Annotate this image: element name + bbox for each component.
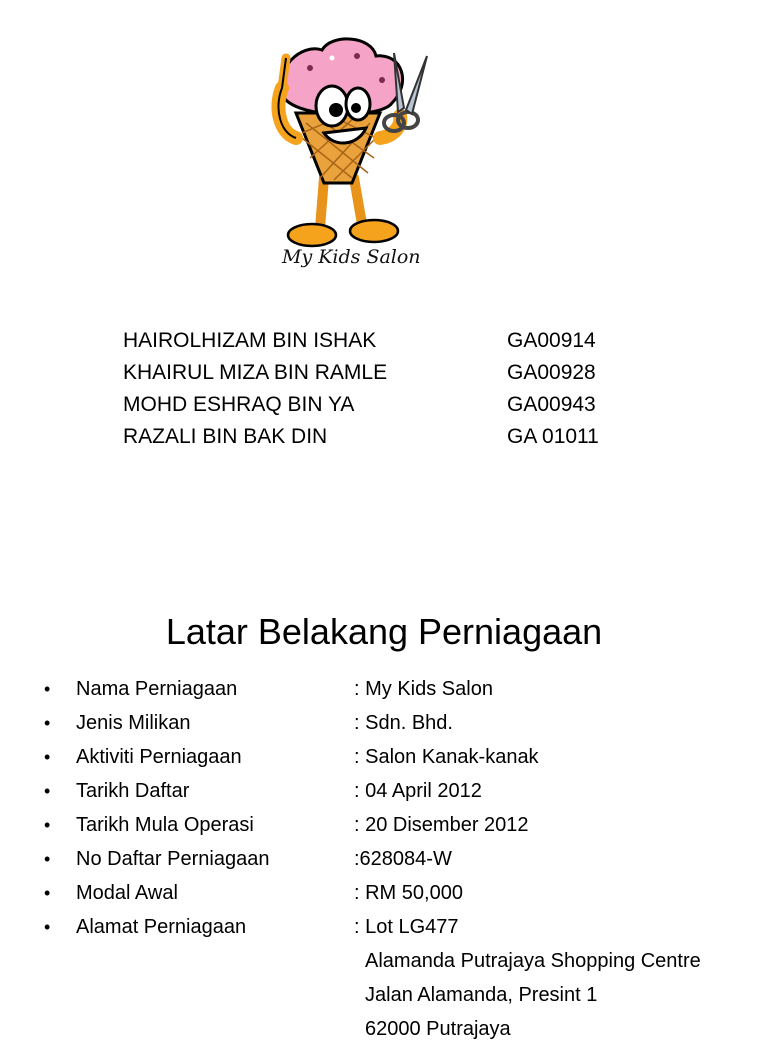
member-name: RAZALI BIN BAK DIN — [123, 425, 328, 448]
info-value: : My Kids Salon — [354, 678, 493, 700]
info-value: : 04 April 2012 — [354, 780, 482, 802]
info-label: Modal Awal — [76, 882, 178, 904]
info-label: Tarikh Mula Operasi — [76, 814, 254, 836]
bullet-icon: • — [44, 713, 51, 733]
address-line: Alamanda Putrajaya Shopping Centre — [365, 950, 701, 972]
member-id: GA 01011 — [507, 425, 599, 448]
info-value: : Salon Kanak-kanak — [354, 746, 539, 768]
member-row — [123, 421, 663, 453]
member-name: MOHD ESHRAQ BIN YA — [123, 393, 355, 416]
bullet-icon: • — [44, 883, 51, 903]
list-item — [44, 740, 744, 774]
info-value: :628084-W — [354, 848, 452, 870]
member-row — [123, 357, 663, 389]
bullet-icon: • — [44, 747, 51, 767]
business-background-slide — [0, 560, 768, 1040]
member-list — [123, 325, 663, 453]
list-item — [44, 910, 744, 944]
list-item — [44, 808, 744, 842]
list-item — [44, 774, 744, 808]
bullet-icon: • — [44, 917, 51, 937]
info-value: : Lot LG477 — [354, 916, 459, 938]
logo-caption: My Kids Salon — [282, 246, 421, 268]
bullet-icon: • — [44, 849, 51, 869]
info-label: Nama Perniagaan — [76, 678, 238, 700]
info-label: Aktiviti Perniagaan — [76, 746, 242, 768]
member-row — [123, 325, 663, 357]
info-label: Alamat Perniagaan — [76, 916, 247, 938]
info-value: : RM 50,000 — [354, 882, 463, 904]
list-item — [44, 706, 744, 740]
bullet-icon: • — [44, 679, 51, 699]
bullet-icon: • — [44, 815, 51, 835]
salon-logo — [262, 28, 442, 278]
info-label: No Daftar Perniagaan — [76, 848, 270, 870]
info-value: : Sdn. Bhd. — [354, 712, 453, 734]
info-label: Jenis Milikan — [76, 712, 191, 734]
member-row — [123, 389, 663, 421]
bullet-icon: • — [44, 781, 51, 801]
member-id: GA00928 — [507, 361, 596, 384]
member-name: HAIROLHIZAM BIN ISHAK — [123, 329, 377, 352]
member-id: GA00943 — [507, 393, 596, 416]
address-line: 62000 Putrajaya — [365, 1018, 511, 1040]
info-label: Tarikh Daftar — [76, 780, 190, 802]
business-info-list — [44, 672, 744, 1046]
member-name: KHAIRUL MIZA BIN RAMLE — [123, 361, 388, 384]
list-item — [44, 842, 744, 876]
slide-title: Latar Belakang Perniagaan — [165, 611, 603, 652]
list-item — [44, 876, 744, 910]
address-line: Jalan Alamanda, Presint 1 — [365, 984, 598, 1006]
info-value: : 20 Disember 2012 — [354, 814, 529, 836]
member-id: GA00914 — [507, 329, 596, 352]
ice-cream-mascot-icon — [262, 28, 442, 253]
list-item — [44, 672, 744, 706]
